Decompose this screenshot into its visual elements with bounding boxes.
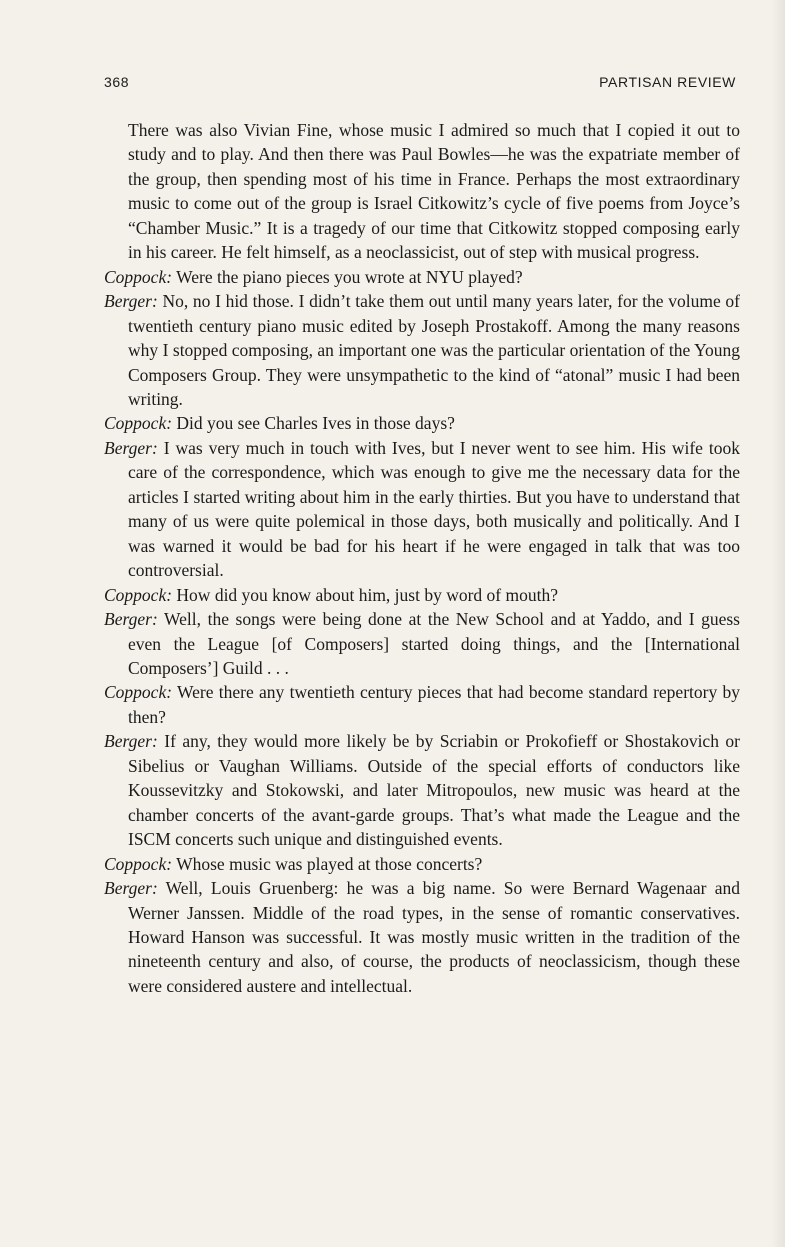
dialogue-turn [104, 411, 740, 435]
speaker-label: Berger: [104, 878, 158, 899]
dialogue-turn [104, 680, 740, 729]
dialogue-text: Well, Louis Gruenberg: he was a big name. So were Bernard Wagenaar and Werner Janssen. Middle of the road types, in the sense of romantic conservatives. Howard Hanson was successful. It was mostly music written in the tradition of the nineteenth century and also, of course, the products of neoclassicism, though these were considered austere and intellectual. [128, 878, 740, 996]
speaker-label: Coppock: [104, 413, 173, 434]
speaker-label: Coppock: [104, 584, 173, 605]
dialogue-turn [104, 583, 740, 607]
dialogue-text: Well, the songs were being done at the New School and at Yaddo, and I guess even the League [of Composers] started doing things, and the [International Composers’] Guild . . . [128, 609, 740, 678]
running-head [104, 74, 736, 94]
dialogue-turn [104, 265, 740, 289]
dialogue-text: I was very much in touch with Ives, but I never went to see him. His wife took care of the correspondence, which was enough to give me the necessary data for the articles I started writing about him in the early thirties. But you have to understand that many of us were quite polemical in those days, both musically and politically. And I was warned it would be bad for his heart if he were engaged in talk that was too controversial. [128, 437, 740, 581]
dialogue-text: No, no I hid those. I didn’t take them out until many years later, for the volume of twentieth century piano music edited by Joseph Prostakoff. Among the many reasons why I stopped composing, an important one was the particular orientation of the Young Composers Group. They were unsympathetic to the kind of “atonal” music I had been writing. [128, 291, 740, 409]
dialogue-turn [104, 436, 740, 583]
page-number: 368 [104, 74, 130, 90]
dialogue-turn [104, 289, 740, 411]
dialogue-text: Were the piano pieces you wrote at NYU played? [172, 266, 523, 287]
speaker-label: Coppock: [104, 853, 173, 874]
dialogue-text: Whose music was played at those concerts? [172, 853, 483, 874]
paragraph-continuation [104, 118, 740, 265]
dialogue-turn [104, 876, 740, 998]
dialogue-text: Were there any twentieth century pieces that had become standard repertory by then? [128, 682, 740, 727]
speaker-label: Coppock: [104, 266, 173, 287]
dialogue-text: How did you know about him, just by word of mouth? [172, 584, 558, 605]
interview-text [104, 118, 740, 998]
dialogue-turn [104, 852, 740, 876]
speaker-label: Berger: [104, 731, 158, 752]
speaker-label: Coppock: [104, 682, 173, 703]
speaker-label: Berger: [104, 291, 158, 312]
dialogue-turn [104, 607, 740, 680]
speaker-label: Berger: [104, 437, 158, 458]
dialogue-turn [104, 729, 740, 851]
journal-title: PARTISAN REVIEW [599, 74, 736, 90]
speaker-label: Berger: [104, 609, 158, 630]
paragraph-text: There was also Vivian Fine, whose music I admired so much that I copied it out to study and to play. And then there was Paul Bowles—he was the expatriate member of the group, then spending most of his time in France. Perhaps the most extraordinary music to come out of the group is Israel Citkowitz’s cycle of five poems from Joyce’s “Chamber Music.” It is a tragedy of our time that Citkowitz stopped composing early in his career. He felt himself, as a neoclassicist, out of step with musical progress. [128, 120, 740, 263]
dialogue-text: Did you see Charles Ives in those days? [172, 413, 455, 434]
dialogue-text: If any, they would more likely be by Scriabin or Prokofieff or Shostakovich or Sibelius or Vaughan Williams. Outside of the special efforts of conductors like Koussevitzky and Stokowski, and later Mitropoulos, new music was heard at the chamber concerts of the avant-garde groups. That’s what made the League and the ISCM concerts such unique and distinguished events. [128, 731, 740, 850]
